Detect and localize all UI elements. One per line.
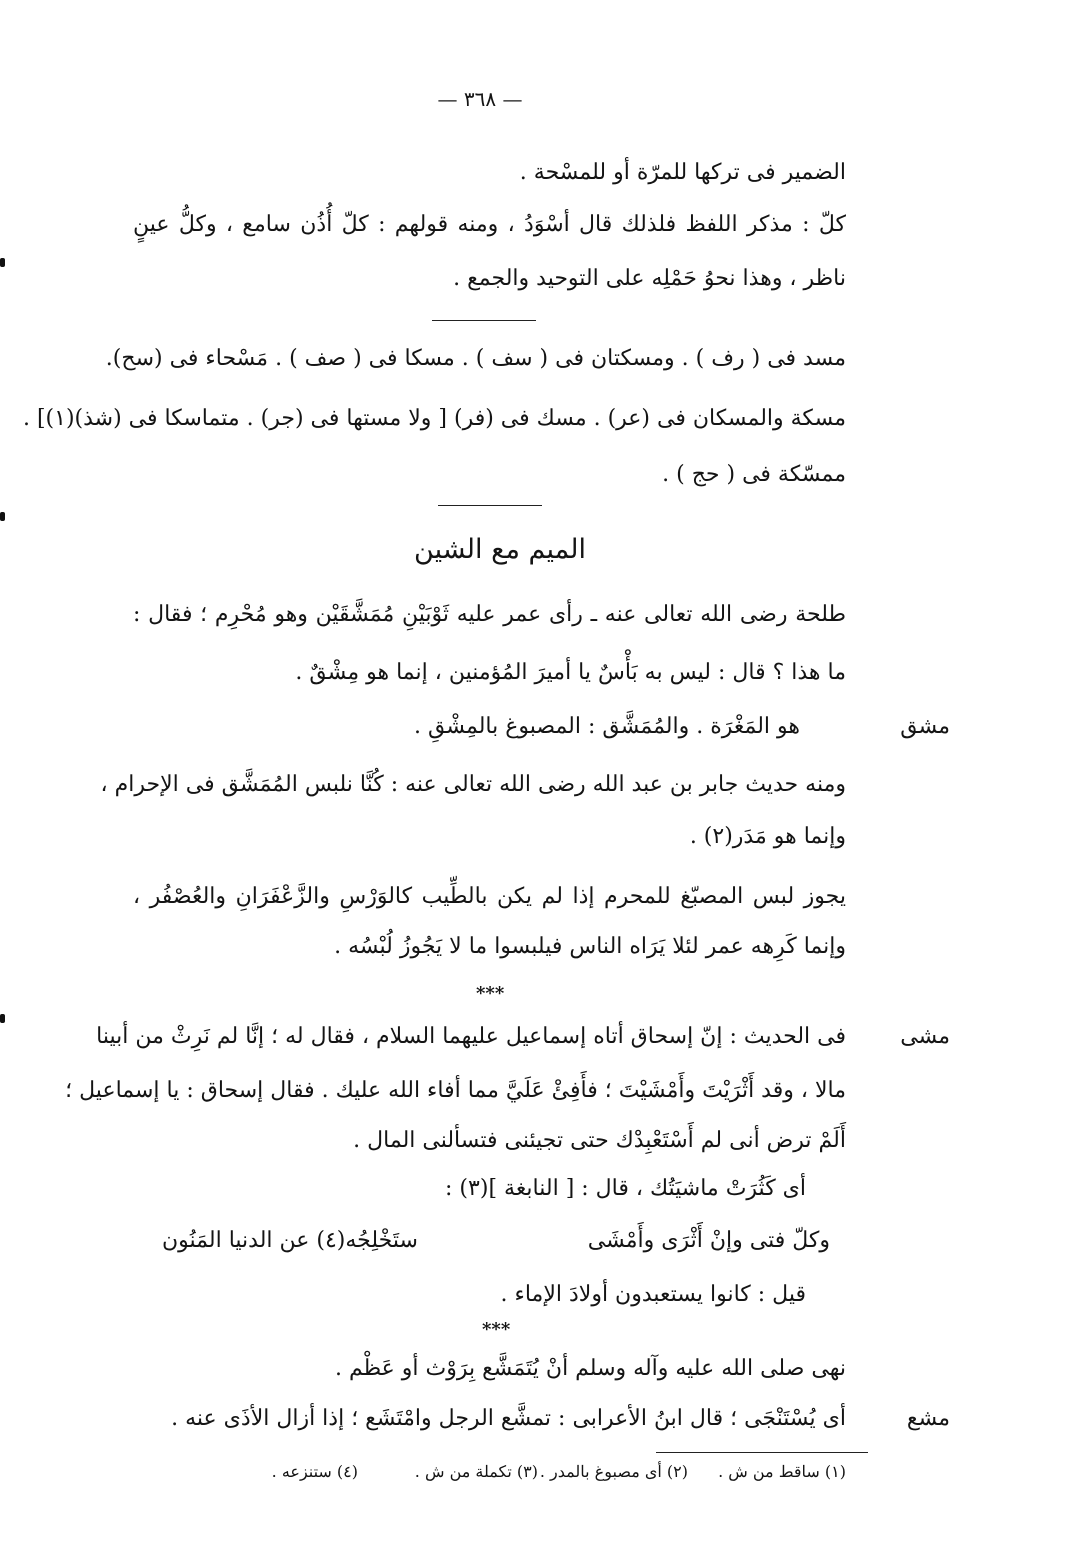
text-line: فى الحديث : إنّ إسحاق أتاه إسماعيل عليهما السلام ، فقال له ؛ إنَّا لم نَرِثْ من أبينا xyxy=(96,1024,846,1049)
entry-label: مشق xyxy=(900,714,950,739)
text-line: وإنما هو مَدَر(٢) . xyxy=(689,824,846,849)
cross-reference-line: ممسّكة فى ( حج ) . xyxy=(662,462,846,487)
scan-edge-mark xyxy=(0,258,5,267)
page-number: — ٣٦٨ — xyxy=(437,87,523,111)
entry-label: مشى xyxy=(900,1024,950,1049)
text-line: أى كَثُرَتْ ماشيَتُك ، قال : [ النابغة ](٣) : xyxy=(445,1176,806,1201)
text-line: الضمير فى تركها للمرّة أو للمسْحة . xyxy=(519,160,846,185)
text-line: كلّ : مذكر اللفظ فلذلك قال أسْوَدُ ، ومنه قولهم : كلّ أُذُن سامع ، وكلُّ عينٍ xyxy=(133,212,846,237)
text-line: أى يُسْتَنْجَى ؛ قال ابنُ الأعرابى : تمشَّع الرجل وامْتَشَع ؛ إذا أزال الأذَى عنه . xyxy=(171,1406,846,1431)
section-heading: الميم مع الشين xyxy=(414,534,586,565)
entry-label: مشع xyxy=(906,1406,950,1431)
text-line: قيل : كانوا يستعبدون أولادَ الإماء . xyxy=(500,1282,806,1307)
scan-edge-mark xyxy=(0,1014,5,1023)
section-rule xyxy=(438,505,542,506)
text-line: نهى صلى الله عليه وآله وسلم أنْ يُتَمَشَّع بِرَوْث أو عَظْم . xyxy=(334,1356,846,1381)
verse-first-hemistich: وكلّ فتى وإنْ أَثْرَى وأَمْشَى xyxy=(587,1228,830,1253)
footnote: (٤) ستنزعه . xyxy=(271,1462,358,1481)
separator-stars: *** xyxy=(476,983,505,1004)
text-line: وإنما كَرِهه عمر لئلا يَرَاه الناس فيلبسوا ما لا يَجُوزُ لُبْسُه . xyxy=(334,934,846,959)
text-line: ومنه حديث جابر بن عبد الله رضى الله تعالى عنه : كُنَّا نلبس المُمَشَّق فى الإحرام ، xyxy=(100,772,846,797)
scan-edge-mark xyxy=(0,512,5,521)
text-line: مالا ، وقد أَثْرَيْتَ وأَمْشَيْتَ ؛ فأَفِئْ عَلَيَّ مما أفاء الله عليك . فقال إسحاق : يا إسماعيل ؛ xyxy=(65,1078,846,1103)
separator-stars: *** xyxy=(482,1319,511,1340)
cross-reference-line: مسد فى ( رف ) . ومسكتان فى ( سف ) . مسكا فى ( صف ) . مَسْحاء فى (سح). xyxy=(105,346,846,371)
footnote-rule xyxy=(656,1452,868,1453)
text-line: يجوز لبس المصبّغ للمحرم إذا لم يكن بالطِّيب كالوَرْسِ والزَّعْفَرَانِ والعُصْفُر ، xyxy=(133,884,846,909)
text-line: ناظر ، وهذا نحوُ حَمْلِه على التوحيد والجمع . xyxy=(453,266,846,291)
cross-reference-line: مسكة والمسكان فى (عر) . مسك فى (فر) [ ولا مستها فى (جر) . متماسكا فى (شذ)(١)] . xyxy=(22,406,846,431)
verse-second-hemistich: ستَخْلِجُه(٤) عن الدنيا المَنُون xyxy=(162,1228,418,1253)
footnote: (١) ساقط من ش . xyxy=(718,1462,846,1481)
text-line: هو المَغْرَة . والمُمَشَّق : المصبوغ بالمِشْقِ . xyxy=(414,714,800,739)
footnote: (٢) أى مصبوغ بالمدر . xyxy=(539,1462,688,1481)
text-line: ما هذا ؟ قال : ليس به بَأْسٌ يا أميرَ المُؤمنين ، إنما هو مِشْقٌ . xyxy=(295,660,846,685)
text-line: طلحة رضى الله تعالى عنه ـ رأى عمر عليه ثَوْبَيْنِ مُمَشَّقَيْن وهو مُحْرِم ؛ فقال : xyxy=(133,602,846,627)
text-line: أَلَمْ ترض أنى لم أَسْتَعْبِدْك حتى تجيئنى فتسألنى المال . xyxy=(353,1128,846,1153)
footnote: (٣) تكملة من ش . xyxy=(414,1462,538,1481)
section-rule xyxy=(432,320,536,321)
